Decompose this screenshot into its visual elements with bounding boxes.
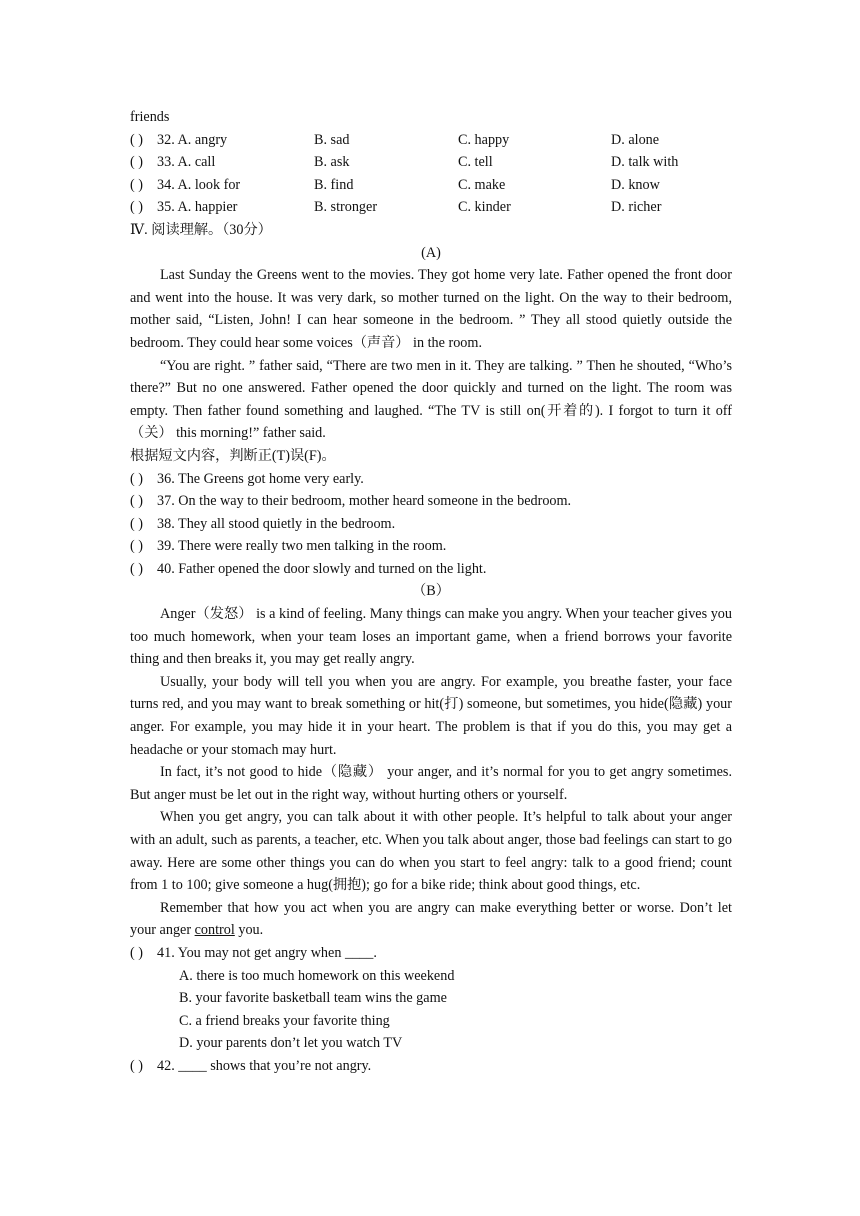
option-c: C. make xyxy=(458,176,506,193)
answer-blank: ( ) xyxy=(130,154,143,171)
passage-b-paragraph-3: In fact, it’s not good to hide（隐藏） your anger, and it’s normal for you to get angry sometimes. But anger must be let out in the right way, without hurting others or yourself. xyxy=(130,764,732,803)
option-d: D. talk with xyxy=(611,154,679,171)
question-40 xyxy=(130,558,732,581)
underlined-word: control xyxy=(194,922,235,939)
passage-b-paragraph-4: When you get angry, you can talk about it with other people. It’s helpful to talk about your anger with an adult, such as parents, a teacher, etc. When you talk about anger, those bad feelings can start to go away. Here are some other things you can do when you start to feel angry: talk to a good friend; count from 1 to 100; give someone a hug(拥抱); go for a bike ride; think about good things, etc. xyxy=(130,809,732,894)
answer-blank: ( ) xyxy=(130,199,143,216)
passage-a-paragraph-1: Last Sunday the Greens went to the movies. They got home very late. Father opened the front door and went into the house. It was very dark, so mother turned on the light. On the way to their bedroom, mother said, “Listen, John! I can hear someone in the bedroom. ” They all stood quietly outside the bedroom. They could hear some voices（声音） in the room. xyxy=(130,267,732,351)
option-a: 34. A. look for xyxy=(157,176,241,193)
option-b: B. find xyxy=(314,176,354,193)
question-37 xyxy=(130,490,732,513)
paragraph-text-end: you. xyxy=(234,922,264,939)
question-text: 41. You may not get angry when ____. xyxy=(157,944,377,961)
answer-blank: ( ) xyxy=(130,560,143,577)
choice-d: D. your parents don’t let you watch TV xyxy=(179,1035,403,1052)
option-row-33 xyxy=(130,151,732,174)
answer-blank: ( ) xyxy=(130,538,143,555)
answer-blank: ( ) xyxy=(130,944,143,961)
choice-c: C. a friend breaks your favorite thing xyxy=(179,1012,390,1029)
choice-a: A. there is too much homework on this weekend xyxy=(179,967,455,984)
option-b: B. sad xyxy=(314,131,350,148)
worksheet-page xyxy=(130,106,732,1078)
choice-b: B. your favorite basketball team wins the game xyxy=(179,990,447,1007)
option-a: 33. A. call xyxy=(157,154,216,171)
section-heading: Ⅳ. 阅读理解。（30分） xyxy=(130,221,272,238)
question-39 xyxy=(130,535,732,558)
paragraph-text: Remember that how you act when you are angry can make everything better or worse. Don’t let your anger xyxy=(130,899,732,939)
question-text: 39. There were really two men talking in the room. xyxy=(157,538,447,555)
answer-blank: ( ) xyxy=(130,1057,143,1074)
passage-b-paragraph-5 xyxy=(130,897,732,942)
answer-blank: ( ) xyxy=(130,470,143,487)
option-c: C. tell xyxy=(458,154,493,171)
question-text: 42. ____ shows that you’re not angry. xyxy=(157,1057,372,1074)
question-text: 40. Father opened the door slowly and turned on the light. xyxy=(157,560,487,577)
passage-b-paragraph-2: Usually, your body will tell you when you are angry. For example, you breathe faster, your face turns red, and you may want to break something or hit(打) someone, but sometimes, you hide(隐藏) your anger. For example, you may hide it in your heart. The problem is that if you do this, you may get a headache or your stomach may hurt. xyxy=(130,673,732,758)
question-42 xyxy=(130,1055,732,1078)
question-36 xyxy=(130,468,732,491)
answer-blank: ( ) xyxy=(130,515,143,532)
question-text: 36. The Greens got home very early. xyxy=(157,470,364,487)
passage-b-label: （B） xyxy=(412,583,450,600)
true-false-instruction: 根据短文内容，判断正(T)误(F)。 xyxy=(130,447,336,464)
option-a: 35. A. happier xyxy=(157,199,238,216)
option-row-35 xyxy=(130,196,732,219)
option-a: 32. A. angry xyxy=(157,131,228,148)
option-row-32 xyxy=(130,129,732,152)
option-c: C. kinder xyxy=(458,199,511,216)
option-c: C. happy xyxy=(458,131,510,148)
option-d: D. know xyxy=(611,176,660,193)
question-38 xyxy=(130,513,732,536)
answer-blank: ( ) xyxy=(130,176,143,193)
question-text: 37. On the way to their bedroom, mother heard someone in the bedroom. xyxy=(157,493,572,510)
continued-word: friends xyxy=(130,109,170,125)
passage-a-paragraph-2: “You are right. ” father said, “There are two men in it. They are talking. ” Then he shouted, “Who’s there?” But no one answered. Father opened the door quickly and turned on the light. The room was empty. Then father found something and laughed. “The TV is still on(开着的). I forgot to turn it off（关） this morning!” father said. xyxy=(130,357,732,442)
option-d: D. alone xyxy=(611,131,660,148)
answer-blank: ( ) xyxy=(130,131,143,148)
passage-b-paragraph-1: Anger（发怒） is a kind of feeling. Many things can make you angry. When your teacher gives you too much homework, when your team loses an important game, when a friend borrows your favorite thing and then breaks it, you may get really angry. xyxy=(130,606,732,668)
option-row-34 xyxy=(130,174,732,197)
question-text: 38. They all stood quietly in the bedroom. xyxy=(157,515,396,532)
option-b: B. stronger xyxy=(314,199,378,216)
option-b: B. ask xyxy=(314,154,350,171)
cloze-options xyxy=(130,129,732,219)
answer-blank: ( ) xyxy=(130,493,143,510)
question-41 xyxy=(130,942,732,965)
option-d: D. richer xyxy=(611,199,662,216)
passage-a-label: (A) xyxy=(421,244,441,261)
